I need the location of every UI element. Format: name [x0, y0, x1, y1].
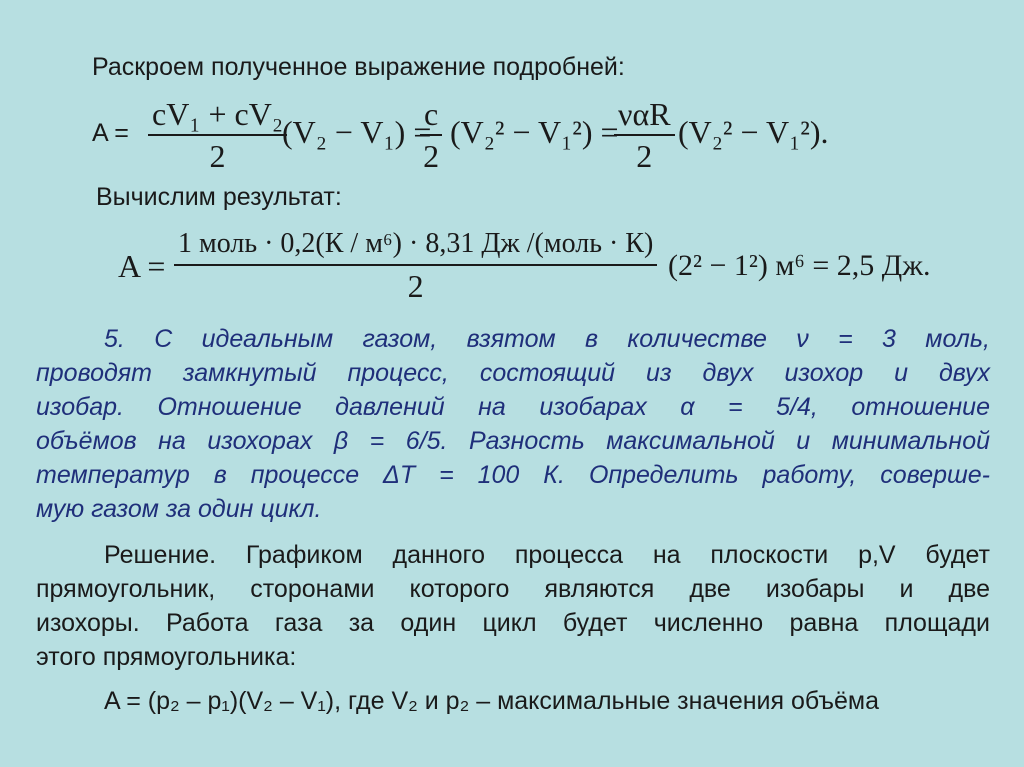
formula2-numerator: 1 моль · 0,2(К / м⁶) · 8,31 Дж /(моль · К) — [174, 226, 657, 266]
formula1-fraction-1 — [148, 96, 287, 174]
problem-line: мую газом за один цикл. — [36, 495, 322, 523]
formula-work-expanded — [92, 96, 832, 176]
solution-line: этого прямоугольника: — [36, 643, 297, 671]
formula2-lhs: A = — [118, 248, 166, 284]
problem-line: проводят замкнутый процесс, состоящий из двух изохор и двух — [36, 359, 990, 387]
formula1-term-2: (V₂² − V₁²) = — [450, 114, 619, 150]
formula1-term-1: (V₂ − V₁) = — [282, 114, 432, 150]
formula2-denominator: 2 — [407, 268, 424, 304]
heading-compute: Вычислим результат: — [96, 183, 342, 211]
formula1-fraction-3 — [614, 96, 675, 174]
solution-block — [36, 538, 990, 718]
formula1-term-3: (V₂² − V₁²). — [678, 114, 829, 150]
problem-line: объёмов на изохорах β = 6/5. Разность максимальной и минимальной — [36, 427, 990, 455]
formula1-fraction-2-numerator: c — [420, 96, 442, 136]
formula2-fraction — [174, 226, 657, 304]
solution-formula-line: A = (p₂ – p₁)(V₂ – V₁), где V₂ и p₂ – максимальные значения объёма — [104, 687, 879, 715]
formula1-fraction-2 — [420, 96, 442, 174]
formula1-fraction-3-denominator: 2 — [636, 138, 653, 174]
formula2-tail: (2² − 1²) м⁶ = 2,5 Дж. — [668, 249, 931, 282]
formula-work-numeric — [118, 226, 958, 310]
heading-expand: Раскроем полученное выражение подробней: — [92, 53, 625, 81]
formula1-fraction-1-denominator: 2 — [209, 138, 226, 174]
formula1-fraction-3-numerator: ναR — [614, 96, 675, 136]
solution-line: прямоугольник, сторонами которого являются две изобары и две — [36, 575, 990, 603]
solution-line: Решение. Графиком данного процесса на плоскости p,V будет — [104, 541, 990, 569]
formula1-fraction-2-denominator: 2 — [423, 138, 440, 174]
problem-line: температур в процессе ΔT = 100 К. Определить работу, соверше- — [36, 461, 990, 489]
problem-line: 5. С идеальным газом, взятом в количестве ν = 3 моль, — [104, 325, 990, 353]
formula1-lhs: A = — [92, 119, 129, 147]
problem-line: изобар. Отношение давлений на изобарах α = 5/4, отношение — [36, 393, 990, 421]
problem-5-block — [36, 322, 990, 528]
solution-line: изохоры. Работа газа за один цикл будет численно равна площади — [36, 609, 990, 637]
formula1-fraction-1-numerator: cV₁ + cV₂ — [148, 96, 287, 136]
